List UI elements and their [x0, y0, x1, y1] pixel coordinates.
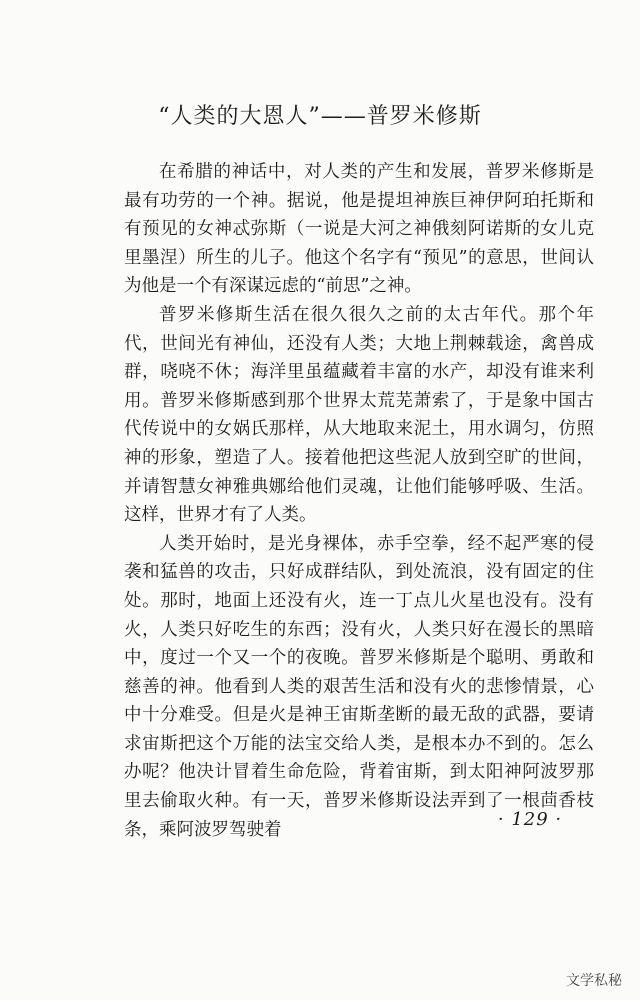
chapter-title: “人类的大恩人”——普罗米修斯 [158, 104, 482, 129]
paragraph-3: 人类开始时，是光身裸体，赤手空拳，经不起严寒的侵袭和猛兽的攻击，只好成群结队，到处流浪，没有固定的住处。那时，地面上还没有火，连一丁点儿火星也没有。没有火，人类只好吃生的东西；没有火，人类只好在漫长的黑暗中，度过一个又一个的夜晚。普罗米修斯是个聪明、勇敢和慈善的神。他看到人类的艰苦生活和没有火的悲惨情景，心中十分难受。但是火是神王宙斯垄断的最无敌的武器，要请求宙斯把这个万能的法宝交给人类，是根本办不到的。怎么办呢？他决计冒着生命危险，背着宙斯，到太阳神阿波罗那里去偷取火种。有一天，普罗米修斯设法弄到了一根茴香枝条，乘阿波罗驾驶着 [124, 533, 594, 840]
body-text [124, 158, 594, 844]
page-number: · 129 · [497, 809, 563, 830]
paragraph-2: 普罗米修斯生活在很久很久之前的太古年代。那个年代，世间光有神仙，还没有人类；大地上荆棘载途，禽兽成群，哓哓不休；海洋里虽蕴藏着丰富的水产，却没有谁来利用。普罗米修斯感到那个世界太荒芜萧索了，于是象中国古代传说中的女娲氏那样，从大地取来泥土，用水调匀，仿照神的形象，塑造了人。接着他把这些泥人放到空旷的世间，并请智慧女神雅典娜给他们灵魂，让他们能够呼吸、生活。这样，世界才有了人类。 [124, 304, 594, 526]
paragraph-1: 在希腊的神话中，对人类的产生和发展，普罗米修斯是最有功劳的一个神。据说，他是提坦神族巨神伊阿珀托斯和有预见的女神忒弥斯（一说是大河之神俄刻阿诺斯的女儿克里墨涅）所生的儿子。他这个名字有“预见”的意思，世间认为他是一个有深谋远虑的“前思”之神。 [124, 162, 594, 297]
watermark: 文学私秘 [566, 973, 622, 989]
